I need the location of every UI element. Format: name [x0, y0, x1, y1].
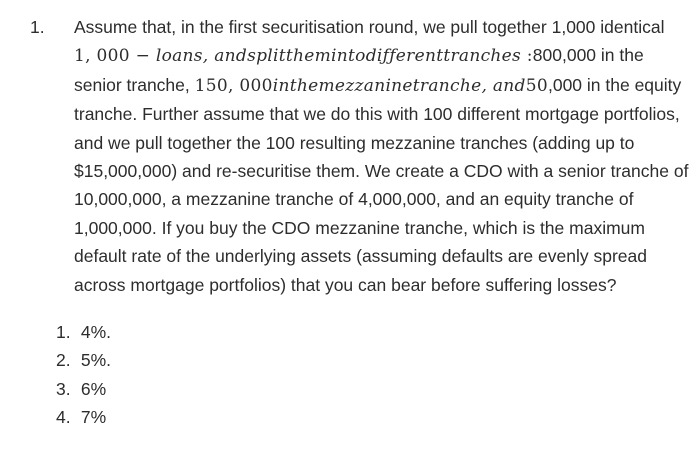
question-number: 1. [30, 17, 45, 37]
answer-option[interactable] [56, 375, 111, 403]
option-number: 4. [56, 407, 71, 428]
math-expression-2 [195, 76, 548, 96]
option-label: 6% [80, 378, 107, 399]
option-number: 3. [56, 378, 71, 399]
answer-option[interactable] [56, 318, 111, 346]
answer-option[interactable] [56, 346, 111, 374]
math-1-italic: loans, andsplitthemintodiƒƒerenttranches [155, 46, 522, 67]
option-label: 7% [80, 407, 107, 428]
math-1-upright: 1, 000 − [74, 46, 156, 67]
option-label: 5%. [80, 350, 112, 371]
math-2-tail: 50 [525, 75, 548, 96]
math-1-colon: : [521, 46, 533, 67]
question-text-part-2: 800,000 in the senior tranche, [74, 45, 644, 95]
answer-option[interactable] [56, 403, 111, 431]
math-2-upright: 150, 000 [194, 75, 273, 96]
question-block [18, 13, 694, 299]
option-label: 4%. [80, 322, 112, 342]
question-text-part-1: Assume that, in the first securitisation round, we pull together 1,000 identical [74, 17, 665, 37]
question-text [74, 13, 694, 299]
answer-options-list [56, 318, 111, 432]
math-expression-1 [74, 46, 533, 66]
math-2-italic: inthemezzaninetranche, and [272, 75, 526, 96]
question-text-part-3: ,000 in the equity tranche. Further assume that we do this with 100 different mortgage portfolios, and we pull together the 100 resulting mezzanine tranches (adding up to $15,000,000) and re-securitise them. We create a CDO with a senior tranche of 10,000,000, a mezzanine tranche of 4,000,000, and an equity tranche of 1,000,000. If you buy the CDO mezzanine tranche, which is the maximum default rate of the underlying assets (assuming defaults are evenly spread across mortgage portfolios) that you can bear before suffering losses? [74, 74, 689, 295]
option-number: 1. [56, 322, 71, 342]
option-number: 2. [56, 350, 71, 371]
